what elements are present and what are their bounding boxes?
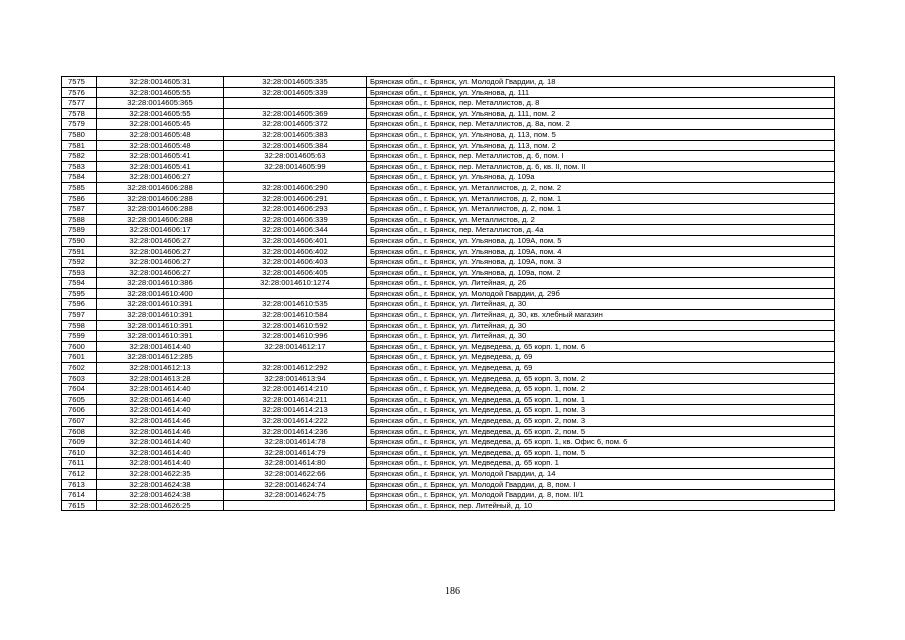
cadastral-object-cell: 32:28:0014605:339 bbox=[224, 87, 367, 98]
address-cell: Брянская обл., г. Брянск, ул. Медведева, д. 65 корп. 1, пом. 6 bbox=[367, 341, 835, 352]
table-row bbox=[62, 246, 835, 257]
cadastral-object-cell: 32:28:0014614:213 bbox=[224, 405, 367, 416]
table-row bbox=[62, 98, 835, 109]
cadastral-parcel-cell: 32:28:0014622:35 bbox=[97, 468, 224, 479]
cadastral-parcel-cell: 32:28:0014614:40 bbox=[97, 437, 224, 448]
row-number-cell: 7605 bbox=[62, 394, 97, 405]
cadastral-object-cell: 32:28:0014606:291 bbox=[224, 193, 367, 204]
cadastral-parcel-cell: 32:28:0014606:27 bbox=[97, 235, 224, 246]
row-number-cell: 7597 bbox=[62, 310, 97, 321]
cadastral-object-cell: 32:28:0014614:79 bbox=[224, 447, 367, 458]
address-cell: Брянская обл., г. Брянск, ул. Медведева, д. 65 корп. 1, пом. 3 bbox=[367, 405, 835, 416]
table-row bbox=[62, 320, 835, 331]
cadastral-parcel-cell: 32:28:0014613:28 bbox=[97, 373, 224, 384]
cadastral-object-cell: 32:28:0014606:405 bbox=[224, 267, 367, 278]
cadastral-parcel-cell: 32:28:0014614:40 bbox=[97, 384, 224, 395]
address-cell: Брянская обл., г. Брянск, ул. Медведева, д. 65 корп. 1, кв. Офис 6, пом. 6 bbox=[367, 437, 835, 448]
table-row bbox=[62, 288, 835, 299]
table-row bbox=[62, 310, 835, 321]
table-row bbox=[62, 384, 835, 395]
cadastral-object-cell: 32:28:0014614:236 bbox=[224, 426, 367, 437]
row-number-cell: 7599 bbox=[62, 331, 97, 342]
address-cell: Брянская обл., г. Брянск, ул. Ульянова, д. 109а bbox=[367, 172, 835, 183]
table-row bbox=[62, 373, 835, 384]
cadastral-object-cell: 32:28:0014624:75 bbox=[224, 490, 367, 501]
cadastral-parcel-cell: 32:28:0014610:391 bbox=[97, 299, 224, 310]
row-number-cell: 7615 bbox=[62, 500, 97, 511]
cadastral-object-cell: 32:28:0014606:344 bbox=[224, 225, 367, 236]
address-cell: Брянская обл., г. Брянск, ул. Медведева, д. 65 корп. 1, пом. 1 bbox=[367, 394, 835, 405]
address-cell: Брянская обл., г. Брянск, ул. Литейная, д. 30 bbox=[367, 331, 835, 342]
address-cell: Брянская обл., г. Брянск, ул. Металлистов, д. 2, пом. 2 bbox=[367, 182, 835, 193]
cadastral-parcel-cell: 32:28:0014606:27 bbox=[97, 267, 224, 278]
document-table bbox=[61, 76, 835, 511]
address-cell: Брянская обл., г. Брянск, ул. Медведева, д. 69 bbox=[367, 352, 835, 363]
table-row bbox=[62, 447, 835, 458]
cadastral-object-cell: 32:28:0014612:292 bbox=[224, 363, 367, 374]
row-number-cell: 7588 bbox=[62, 214, 97, 225]
cadastral-parcel-cell: 32:28:0014612:285 bbox=[97, 352, 224, 363]
cadastral-parcel-cell: 32:28:0014605:31 bbox=[97, 77, 224, 88]
row-number-cell: 7579 bbox=[62, 119, 97, 130]
cadastral-parcel-cell: 32:28:0014605:48 bbox=[97, 129, 224, 140]
cadastral-parcel-cell: 32:28:0014614:40 bbox=[97, 458, 224, 469]
table-row bbox=[62, 416, 835, 427]
row-number-cell: 7606 bbox=[62, 405, 97, 416]
table-row bbox=[62, 119, 835, 130]
address-cell: Брянская обл., г. Брянск, ул. Металлистов, д. 2, пом. 1 bbox=[367, 204, 835, 215]
cadastral-object-cell: 32:28:0014606:402 bbox=[224, 246, 367, 257]
cadastral-parcel-cell: 32:28:0014612:13 bbox=[97, 363, 224, 374]
cadastral-parcel-cell: 32:28:0014610:400 bbox=[97, 288, 224, 299]
table-row bbox=[62, 235, 835, 246]
address-cell: Брянская обл., г. Брянск, ул. Молодой Гвардии, д. 8, пом. II/1 bbox=[367, 490, 835, 501]
address-cell: Брянская обл., г. Брянск, ул. Ульянова, д. 109А, пом. 5 bbox=[367, 235, 835, 246]
table-row bbox=[62, 77, 835, 88]
row-number-cell: 7607 bbox=[62, 416, 97, 427]
table-row bbox=[62, 204, 835, 215]
cadastral-object-cell bbox=[224, 172, 367, 183]
address-cell: Брянская обл., г. Брянск, пер. Металлистов, д. 8 bbox=[367, 98, 835, 109]
row-number-cell: 7578 bbox=[62, 108, 97, 119]
cadastral-parcel-cell: 32:28:0014606:288 bbox=[97, 214, 224, 225]
table-row bbox=[62, 331, 835, 342]
table-row bbox=[62, 214, 835, 225]
address-cell: Брянская обл., г. Брянск, ул. Металлистов, д. 2, пом. 1 bbox=[367, 193, 835, 204]
address-cell: Брянская обл., г. Брянск, пер. Металлистов, д. 4а bbox=[367, 225, 835, 236]
row-number-cell: 7602 bbox=[62, 363, 97, 374]
address-cell: Брянская обл., г. Брянск, ул. Литейная, д. 30 bbox=[367, 320, 835, 331]
row-number-cell: 7611 bbox=[62, 458, 97, 469]
address-cell: Брянская обл., г. Брянск, ул. Молодой Гвардии, д. 18 bbox=[367, 77, 835, 88]
cadastral-object-cell bbox=[224, 98, 367, 109]
cadastral-object-cell: 32:28:0014610:592 bbox=[224, 320, 367, 331]
row-number-cell: 7596 bbox=[62, 299, 97, 310]
table-row bbox=[62, 458, 835, 469]
row-number-cell: 7587 bbox=[62, 204, 97, 215]
cadastral-object-cell: 32:28:0014606:403 bbox=[224, 257, 367, 268]
cadastral-object-cell: 32:28:0014606:293 bbox=[224, 204, 367, 215]
table-row bbox=[62, 161, 835, 172]
cadastral-object-cell: 32:28:0014605:372 bbox=[224, 119, 367, 130]
address-cell: Брянская обл., г. Брянск, пер. Металлистов, д. 6, кв. II, пом. II bbox=[367, 161, 835, 172]
cadastral-object-cell: 32:28:0014612:17 bbox=[224, 341, 367, 352]
table-row bbox=[62, 267, 835, 278]
cadastral-object-cell: 32:28:0014614:80 bbox=[224, 458, 367, 469]
cadastral-object-cell: 32:28:0014606:290 bbox=[224, 182, 367, 193]
cadastral-object-cell: 32:28:0014605:63 bbox=[224, 151, 367, 162]
table-row bbox=[62, 405, 835, 416]
cadastral-object-cell: 32:28:0014605:384 bbox=[224, 140, 367, 151]
table-row bbox=[62, 468, 835, 479]
cadastral-parcel-cell: 32:28:0014606:27 bbox=[97, 257, 224, 268]
cadastral-object-cell: 32:28:0014624:74 bbox=[224, 479, 367, 490]
cadastral-object-cell: 32:28:0014610:584 bbox=[224, 310, 367, 321]
address-cell: Брянская обл., г. Брянск, пер. Металлистов, д. 6, пом. I bbox=[367, 151, 835, 162]
address-cell: Брянская обл., г. Брянск, ул. Ульянова, д. 109А, пом. 3 bbox=[367, 257, 835, 268]
row-number-cell: 7595 bbox=[62, 288, 97, 299]
cadastral-parcel-cell: 32:28:0014614:46 bbox=[97, 426, 224, 437]
cadastral-parcel-cell: 32:28:0014605:365 bbox=[97, 98, 224, 109]
cadastral-object-cell: 32:28:0014614:78 bbox=[224, 437, 367, 448]
address-cell: Брянская обл., г. Брянск, ул. Ульянова, д. 109а, пом. 2 bbox=[367, 267, 835, 278]
address-cell: Брянская обл., г. Брянск, ул. Ульянова, д. 111 bbox=[367, 87, 835, 98]
address-cell: Брянская обл., г. Брянск, ул. Медведева, д. 65 корп. 2, пом. 3 bbox=[367, 416, 835, 427]
table-row bbox=[62, 225, 835, 236]
address-cell: Брянская обл., г. Брянск, ул. Ульянова, д. 111, пом. 2 bbox=[367, 108, 835, 119]
address-cell: Брянская обл., г. Брянск, ул. Литейная, д. 30 bbox=[367, 299, 835, 310]
table-row bbox=[62, 299, 835, 310]
row-number-cell: 7577 bbox=[62, 98, 97, 109]
table-row bbox=[62, 479, 835, 490]
cadastral-object-cell: 32:28:0014610:535 bbox=[224, 299, 367, 310]
row-number-cell: 7581 bbox=[62, 140, 97, 151]
row-number-cell: 7598 bbox=[62, 320, 97, 331]
row-number-cell: 7603 bbox=[62, 373, 97, 384]
address-cell: Брянская обл., г. Брянск, ул. Медведева, д. 69 bbox=[367, 363, 835, 374]
row-number-cell: 7586 bbox=[62, 193, 97, 204]
cadastral-parcel-cell: 32:28:0014624:38 bbox=[97, 479, 224, 490]
table-row bbox=[62, 341, 835, 352]
row-number-cell: 7584 bbox=[62, 172, 97, 183]
row-number-cell: 7576 bbox=[62, 87, 97, 98]
cadastral-parcel-cell: 32:28:0014610:391 bbox=[97, 310, 224, 321]
page-number: 186 bbox=[445, 586, 460, 597]
cadastral-parcel-cell: 32:28:0014605:55 bbox=[97, 108, 224, 119]
cadastral-parcel-cell: 32:28:0014624:38 bbox=[97, 490, 224, 501]
row-number-cell: 7590 bbox=[62, 235, 97, 246]
cadastral-parcel-cell: 32:28:0014605:55 bbox=[97, 87, 224, 98]
cadastral-parcel-cell: 32:28:0014606:288 bbox=[97, 204, 224, 215]
address-cell: Брянская обл., г. Брянск, ул. Молодой Гвардии, д. 8, пом. I bbox=[367, 479, 835, 490]
table-row bbox=[62, 500, 835, 511]
cadastral-object-cell: 32:28:0014605:383 bbox=[224, 129, 367, 140]
row-number-cell: 7614 bbox=[62, 490, 97, 501]
address-cell: Брянская обл., г. Брянск, ул. Металлистов, д. 2 bbox=[367, 214, 835, 225]
cadastral-parcel-cell: 32:28:0014610:391 bbox=[97, 320, 224, 331]
cadastral-object-cell: 32:28:0014610:996 bbox=[224, 331, 367, 342]
row-number-cell: 7583 bbox=[62, 161, 97, 172]
cadastral-parcel-cell: 32:28:0014606:288 bbox=[97, 193, 224, 204]
address-cell: Брянская обл., г. Брянск, ул. Медведева, д. 65 корп. 1, пом. 2 bbox=[367, 384, 835, 395]
table-row bbox=[62, 426, 835, 437]
cadastral-parcel-cell: 32:28:0014610:386 bbox=[97, 278, 224, 289]
row-number-cell: 7592 bbox=[62, 257, 97, 268]
cadastral-parcel-cell: 32:28:0014605:41 bbox=[97, 151, 224, 162]
cadastral-object-cell: 32:28:0014613:94 bbox=[224, 373, 367, 384]
row-number-cell: 7575 bbox=[62, 77, 97, 88]
cadastral-object-cell: 32:28:0014622:66 bbox=[224, 468, 367, 479]
cadastral-parcel-cell: 32:28:0014606:27 bbox=[97, 246, 224, 257]
table-row bbox=[62, 151, 835, 162]
cadastral-object-cell: 32:28:0014614:222 bbox=[224, 416, 367, 427]
address-cell: Брянская обл., г. Брянск, ул. Литейная, д. 30, кв. хлебный магазин bbox=[367, 310, 835, 321]
cadastral-object-cell: 32:28:0014606:339 bbox=[224, 214, 367, 225]
cadastral-object-cell: 32:28:0014606:401 bbox=[224, 235, 367, 246]
row-number-cell: 7594 bbox=[62, 278, 97, 289]
cadastral-parcel-cell: 32:28:0014605:41 bbox=[97, 161, 224, 172]
cadastral-object-cell: 32:28:0014605:99 bbox=[224, 161, 367, 172]
cadastral-object-cell bbox=[224, 352, 367, 363]
cadastral-parcel-cell: 32:28:0014614:46 bbox=[97, 416, 224, 427]
row-number-cell: 7582 bbox=[62, 151, 97, 162]
address-cell: Брянская обл., г. Брянск, ул. Молодой Гвардии, д. 14 bbox=[367, 468, 835, 479]
row-number-cell: 7593 bbox=[62, 267, 97, 278]
cadastral-object-cell bbox=[224, 500, 367, 511]
row-number-cell: 7608 bbox=[62, 426, 97, 437]
table-row bbox=[62, 182, 835, 193]
row-number-cell: 7610 bbox=[62, 447, 97, 458]
address-cell: Брянская обл., г. Брянск, пер. Металлистов, д. 8а, пом. 2 bbox=[367, 119, 835, 130]
cadastral-parcel-cell: 32:28:0014614:40 bbox=[97, 447, 224, 458]
cadastral-parcel-cell: 32:28:0014626:25 bbox=[97, 500, 224, 511]
table-row bbox=[62, 87, 835, 98]
row-number-cell: 7609 bbox=[62, 437, 97, 448]
row-number-cell: 7604 bbox=[62, 384, 97, 395]
cadastral-parcel-cell: 32:28:0014610:391 bbox=[97, 331, 224, 342]
cadastral-parcel-cell: 32:28:0014606:27 bbox=[97, 172, 224, 183]
cadastral-object-cell bbox=[224, 288, 367, 299]
table-row bbox=[62, 352, 835, 363]
cadastral-object-cell: 32:28:0014605:335 bbox=[224, 77, 367, 88]
cadastral-parcel-cell: 32:28:0014614:40 bbox=[97, 405, 224, 416]
address-cell: Брянская обл., г. Брянск, ул. Медведева, д. 65 корп. 1 bbox=[367, 458, 835, 469]
row-number-cell: 7612 bbox=[62, 468, 97, 479]
address-cell: Брянская обл., г. Брянск, ул. Ульянова, д. 109А, пом. 4 bbox=[367, 246, 835, 257]
table-row bbox=[62, 108, 835, 119]
row-number-cell: 7585 bbox=[62, 182, 97, 193]
table-row bbox=[62, 129, 835, 140]
table-row bbox=[62, 172, 835, 183]
cadastral-object-cell: 32:28:0014605:369 bbox=[224, 108, 367, 119]
row-number-cell: 7591 bbox=[62, 246, 97, 257]
address-cell: Брянская обл., г. Брянск, ул. Ульянова, д. 113, пом. 2 bbox=[367, 140, 835, 151]
address-cell: Брянская обл., г. Брянск, ул. Медведева, д. 65 корп. 2, пом. 5 bbox=[367, 426, 835, 437]
table-row bbox=[62, 257, 835, 268]
address-cell: Брянская обл., г. Брянск, ул. Медведева, д. 65 корп. 1, пом. 5 bbox=[367, 447, 835, 458]
row-number-cell: 7580 bbox=[62, 129, 97, 140]
row-number-cell: 7600 bbox=[62, 341, 97, 352]
cadastral-object-cell: 32:28:0014614:211 bbox=[224, 394, 367, 405]
table-row bbox=[62, 394, 835, 405]
address-cell: Брянская обл., г. Брянск, пер. Литейный, д. 10 bbox=[367, 500, 835, 511]
cadastral-parcel-cell: 32:28:0014605:45 bbox=[97, 119, 224, 130]
row-number-cell: 7613 bbox=[62, 479, 97, 490]
table-row bbox=[62, 490, 835, 501]
cadastral-parcel-cell: 32:28:0014606:17 bbox=[97, 225, 224, 236]
table-row bbox=[62, 278, 835, 289]
cadastral-parcel-cell: 32:28:0014605:48 bbox=[97, 140, 224, 151]
cadastral-parcel-cell: 32:28:0014606:288 bbox=[97, 182, 224, 193]
cadastral-parcel-cell: 32:28:0014614:40 bbox=[97, 341, 224, 352]
address-cell: Брянская обл., г. Брянск, ул. Медведева, д. 65 корп. 3, пом. 2 bbox=[367, 373, 835, 384]
table-body bbox=[62, 77, 835, 511]
table-row bbox=[62, 140, 835, 151]
table-row bbox=[62, 363, 835, 374]
table-row bbox=[62, 193, 835, 204]
cadastral-object-cell: 32:28:0014614:210 bbox=[224, 384, 367, 395]
address-cell: Брянская обл., г. Брянск, ул. Литейная, д. 26 bbox=[367, 278, 835, 289]
table-row bbox=[62, 437, 835, 448]
cadastral-parcel-cell: 32:28:0014614:40 bbox=[97, 394, 224, 405]
address-cell: Брянская обл., г. Брянск, ул. Ульянова, д. 113, пом. 5 bbox=[367, 129, 835, 140]
cadastral-object-cell: 32:28:0014610:1274 bbox=[224, 278, 367, 289]
address-cell: Брянская обл., г. Брянск, ул. Молодой Гвардии, д. 29б bbox=[367, 288, 835, 299]
row-number-cell: 7601 bbox=[62, 352, 97, 363]
row-number-cell: 7589 bbox=[62, 225, 97, 236]
